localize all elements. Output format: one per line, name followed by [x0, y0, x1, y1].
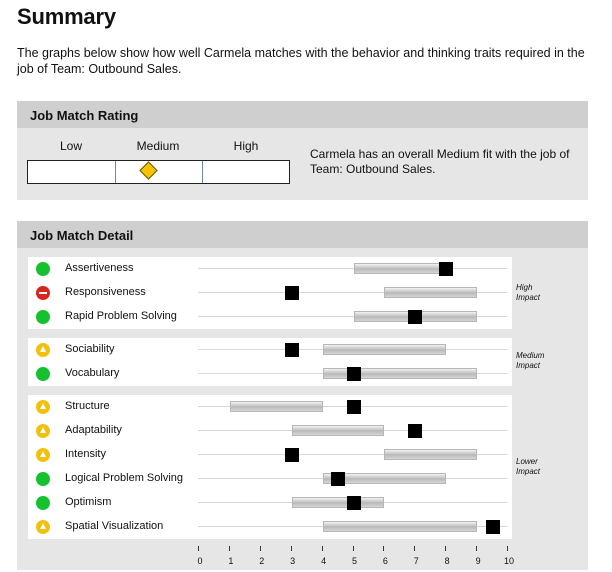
trait-row — [28, 395, 512, 419]
target-range-bar — [354, 263, 447, 274]
job-match-detail-panel — [17, 221, 588, 570]
trait-name: Logical Problem Solving — [65, 472, 184, 484]
rating-summary: Carmela has an overall Medium fit with the job of Team: Outbound Sales. — [310, 147, 570, 176]
trait-row — [28, 257, 512, 281]
trait-row — [28, 281, 512, 305]
status-green-icon — [36, 262, 50, 276]
trait-row — [28, 419, 512, 443]
score-marker — [331, 472, 345, 486]
status-yellow-icon — [36, 400, 50, 414]
trait-row — [28, 305, 512, 329]
rating-divider — [115, 161, 116, 183]
score-marker — [408, 310, 422, 324]
impact-label-lower: Lower Impact — [516, 457, 541, 476]
score-marker — [347, 367, 361, 381]
axis-tick-label: 4 — [321, 556, 327, 566]
score-marker — [347, 400, 361, 414]
rating-level-low: Low — [59, 139, 82, 153]
trait-row — [28, 467, 512, 491]
trait-row — [28, 362, 512, 386]
trait-row — [28, 338, 512, 362]
rating-scale — [27, 160, 290, 184]
status-red-icon — [36, 286, 50, 300]
axis-tick-label: 7 — [413, 556, 419, 566]
target-range-bar — [384, 449, 477, 460]
trait-name: Responsiveness — [65, 286, 146, 298]
axis-tick — [476, 546, 477, 551]
axis-tick — [507, 546, 508, 551]
target-range-bar — [323, 521, 478, 532]
trait-row — [28, 515, 512, 539]
axis-tick-label: 0 — [197, 556, 203, 566]
impact-label-high: High Impact — [516, 283, 541, 302]
impact-label-medium: Medium Impact — [516, 351, 545, 370]
trait-name: Assertiveness — [65, 262, 134, 274]
job-match-rating-panel — [17, 101, 588, 200]
axis-tick-label: 9 — [475, 556, 481, 566]
axis-tick-label: 2 — [259, 556, 265, 566]
axis-tick — [291, 546, 292, 551]
job-match-detail-heading: Job Match Detail — [17, 221, 588, 248]
rating-divider — [202, 161, 203, 183]
trait-name: Sociability — [65, 343, 115, 355]
trait-name: Intensity — [65, 448, 106, 460]
trait-group-medium — [28, 338, 512, 386]
trait-row — [28, 491, 512, 515]
trait-name: Spatial Visualization — [65, 520, 164, 532]
score-marker — [285, 286, 299, 300]
status-yellow-icon — [36, 343, 50, 357]
trait-group-lower — [28, 395, 512, 539]
axis-tick-label: 5 — [351, 556, 357, 566]
status-yellow-icon — [36, 520, 50, 534]
score-marker — [439, 262, 453, 276]
axis-tick-label: 1 — [228, 556, 234, 566]
score-marker — [285, 343, 299, 357]
axis-tick-label: 3 — [290, 556, 296, 566]
status-green-icon — [36, 367, 50, 381]
trait-name: Vocabulary — [65, 367, 120, 379]
target-range-bar — [323, 344, 447, 355]
score-marker — [285, 448, 299, 462]
target-range-bar — [292, 425, 385, 436]
target-range-bar — [384, 287, 477, 298]
axis-tick-label: 8 — [444, 556, 450, 566]
status-yellow-icon — [36, 448, 50, 462]
intro-text: The graphs below show how well Carmela matches with the behavior and thinking traits required in the job of Team: Outbound Sales. — [17, 46, 585, 76]
trait-group-high — [28, 257, 512, 329]
axis-tick — [322, 546, 323, 551]
target-range-bar — [230, 401, 323, 412]
axis-tick — [414, 546, 415, 551]
axis-tick — [198, 546, 199, 551]
rating-level-high: High — [233, 139, 259, 153]
axis-tick — [229, 546, 230, 551]
page-title: Summary — [17, 4, 116, 29]
status-yellow-icon — [36, 424, 50, 438]
score-marker — [486, 520, 500, 534]
target-range-bar — [292, 497, 385, 508]
axis-tick — [445, 546, 446, 551]
trait-name: Optimism — [65, 496, 112, 508]
axis-tick-label: 10 — [503, 556, 514, 566]
trait-name: Adaptability — [65, 424, 122, 436]
status-green-icon — [36, 310, 50, 324]
trait-row — [28, 443, 512, 467]
job-match-rating-heading: Job Match Rating — [17, 101, 588, 128]
axis-tick — [383, 546, 384, 551]
score-marker — [347, 496, 361, 510]
trait-name: Structure — [65, 400, 110, 412]
rating-level-medium: Medium — [136, 139, 180, 153]
score-marker — [408, 424, 422, 438]
axis-tick-label: 6 — [382, 556, 388, 566]
axis-tick — [353, 546, 354, 551]
status-green-icon — [36, 496, 50, 510]
axis-tick — [260, 546, 261, 551]
status-green-icon — [36, 472, 50, 486]
trait-name: Rapid Problem Solving — [65, 310, 177, 322]
score-axis — [198, 546, 518, 570]
